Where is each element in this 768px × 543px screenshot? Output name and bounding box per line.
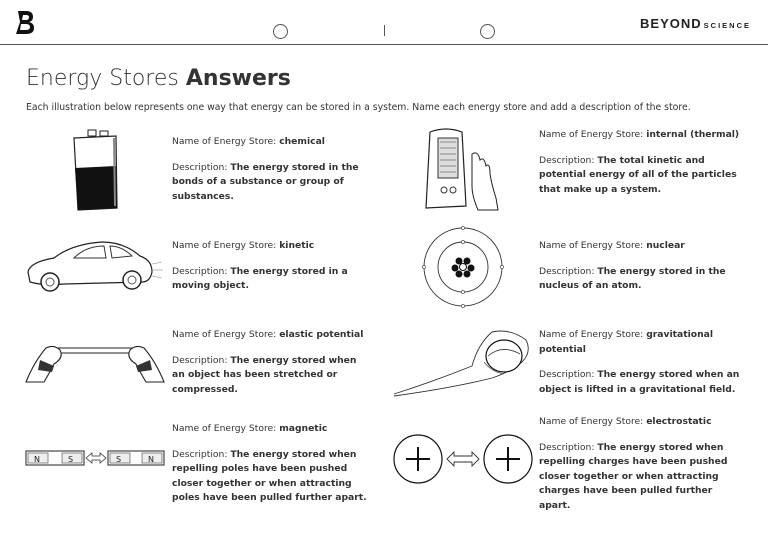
divider-tick — [384, 25, 385, 36]
store-description-line: Description: The energy stored when an object has been stretched or compressed. — [172, 354, 357, 395]
store-kinetic — [172, 239, 372, 294]
store-nuclear — [539, 239, 743, 294]
store-description-line: Description: The energy stored when repelling charges have been pushed closer together or when attracting charges have been pulled further apart. — [539, 441, 728, 511]
store-name-line: Name of Energy Store: nuclear — [539, 240, 685, 251]
hand-holding-ball-icon — [392, 326, 534, 398]
page-dot-1[interactable] — [273, 24, 288, 39]
store-description-line: Description: The energy stored in the nucleus of an atom. — [539, 265, 726, 291]
store-name-line: Name of Energy Store: internal (thermal) — [539, 129, 740, 140]
store-name-line: Name of Energy Store: magnetic — [172, 423, 328, 434]
intro-text: Each illustration below represents one way that energy can be stored in a system. Name each energy store and add a description of the store. — [26, 102, 691, 113]
store-name-line: Name of Energy Store: chemical — [172, 136, 325, 147]
header-bar — [0, 0, 768, 45]
svg-text:S: S — [116, 455, 122, 464]
page-dot-2[interactable] — [480, 24, 495, 39]
battery-icon — [70, 128, 120, 212]
charges-icon — [392, 432, 536, 486]
svg-text:N: N — [34, 455, 40, 464]
atom-icon — [422, 226, 504, 308]
store-internal-thermal — [539, 128, 743, 197]
magnets-icon — [24, 448, 166, 470]
svg-text:N: N — [148, 455, 154, 464]
store-elastic-potential — [172, 328, 372, 397]
store-electrostatic — [539, 415, 743, 513]
stretched-band-icon — [24, 336, 166, 386]
store-description-line: Description: The energy stored in the bonds of a substance or group of substances. — [172, 161, 359, 202]
store-chemical — [172, 135, 372, 204]
store-gravitational-potential — [539, 328, 743, 397]
store-name-line: Name of Energy Store: electrostatic — [539, 416, 712, 427]
store-description-line: Description: The energy stored in a moving object. — [172, 265, 348, 291]
brand-wordmark: BEYOND SCIENCE — [640, 16, 751, 31]
store-name-line: Name of Energy Store: kinetic — [172, 240, 315, 251]
heater-icon — [420, 126, 502, 214]
store-name-line: Name of Energy Store: elastic potential — [172, 329, 364, 340]
store-name-line: Name of Energy Store: gravitational potential — [539, 329, 713, 355]
store-description-line: Description: The energy stored when an object is lifted in a gravitational field. — [539, 369, 740, 395]
svg-text:S: S — [68, 455, 74, 464]
beyond-logo-icon — [14, 9, 36, 35]
store-description-line: Description: The energy stored when repelling poles have been pushed closer together or when attracting poles have been pulled further apart. — [172, 448, 367, 503]
store-magnetic — [172, 422, 372, 506]
store-description-line: Description: The total kinetic and potential energy of all of the particles that make up a system. — [539, 154, 737, 195]
page-title: Energy Stores Answers — [26, 66, 291, 91]
car-icon — [24, 236, 164, 294]
